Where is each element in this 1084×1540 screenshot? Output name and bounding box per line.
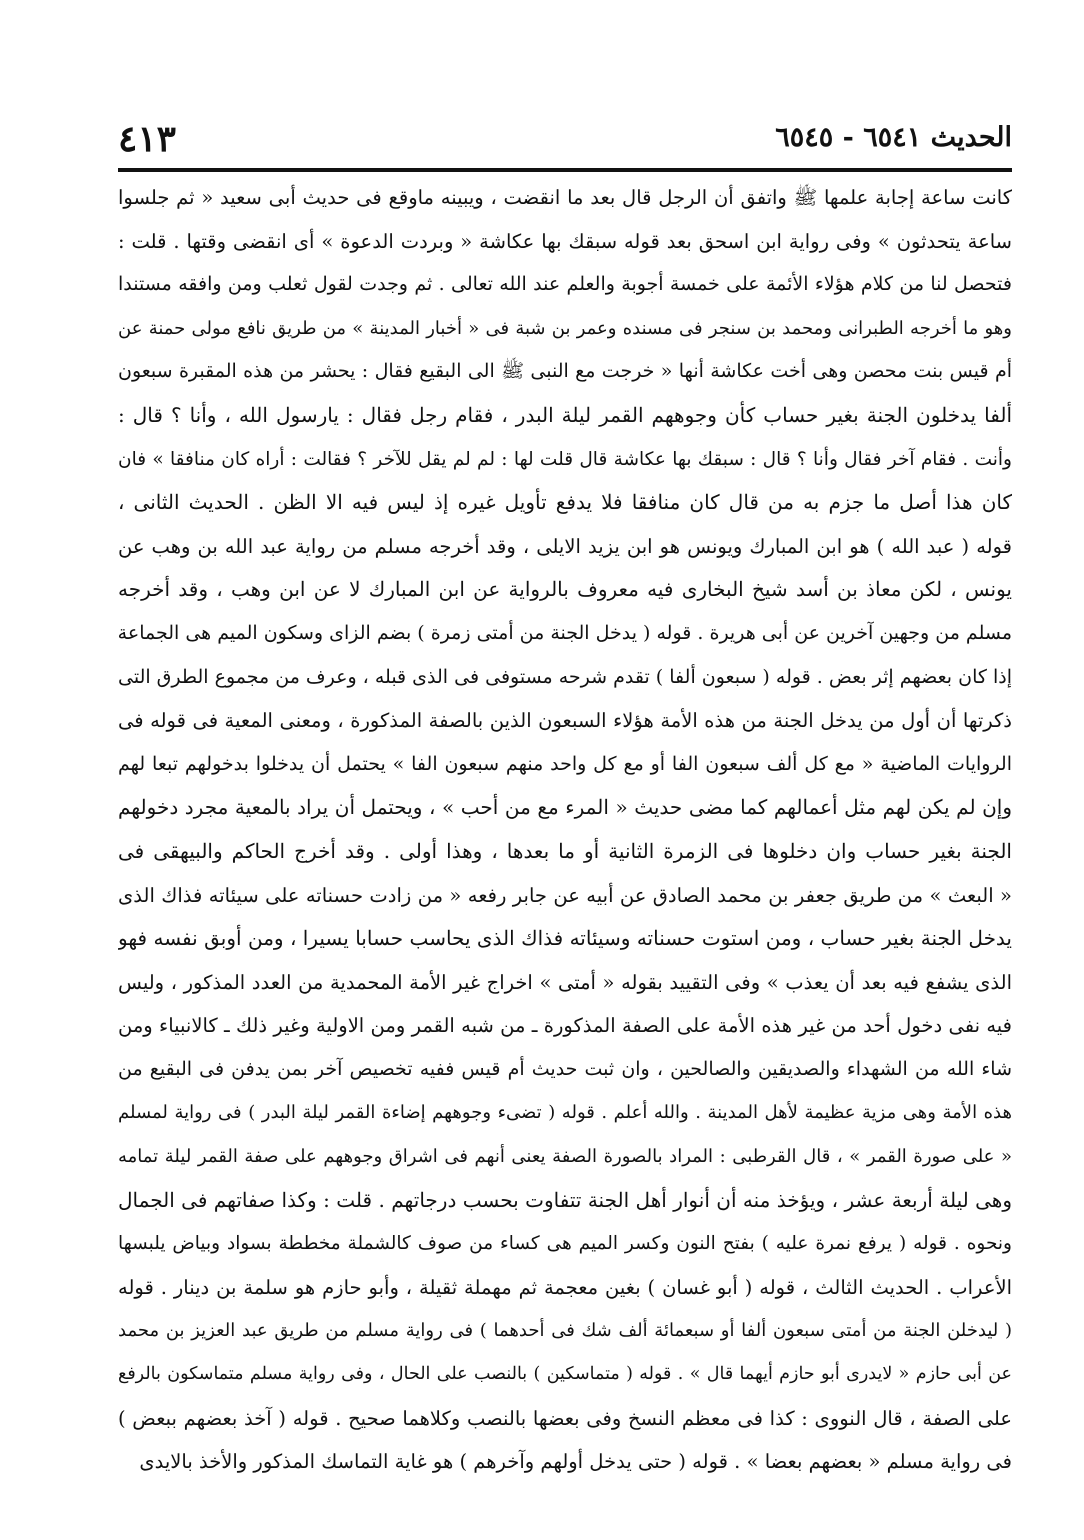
body-text bbox=[118, 176, 1012, 1484]
text-line: ساعة يتحدثون » وفى رواية ابن اسحق بعد قوله سبقك بها عكاشة « وبردت الدعوة » أى انقضى وقتها . قلت : bbox=[118, 229, 1012, 253]
text-line: وهى ليلة أربعة عشر ، ويؤخذ منه أن أنوار أهل الجنة تتفاوت بحسب درجاتهم . قلت : وكذا صفاتهم فى الجمال bbox=[118, 1187, 1012, 1212]
page-header bbox=[118, 118, 1012, 168]
text-line: « على صورة القمر » ، قال القرطبى : المراد بالصورة الصفة يعنى أنهم فى اشراق وجوههم على صفة القمر ليلة تمامه bbox=[118, 1146, 1012, 1168]
text-line: الروايات الماضية « مع كل ألف سبعون الفا أو مع كل واحد منهم سبعون الفا » يحتمل أن يدخلوا بدخولهم تبعا لهم bbox=[118, 752, 1012, 775]
text-line: مسلم من وجهين آخرين عن أبى هريرة . قوله ( يدخل الجنة من أمتى زمرة ) بضم الزاى وسكون الميم هى الجماعة bbox=[118, 621, 1012, 644]
text-line: وأنت . فقام آخر فقال وأنا ؟ قال : سبقك بها عكاشة قال قلت لها : لم لم يقل للآخر ؟ فقالت : أراه كان منافقا » فان bbox=[118, 448, 1012, 470]
text-line: ألفا يدخلون الجنة بغير حساب كأن وجوههم القمر ليلة البدر ، فقام رجل فقال : يارسول الله ، وأنا ؟ قال : bbox=[118, 402, 1012, 427]
running-title: الحديث ٦٥٤١ - ٦٥٤٥ bbox=[775, 122, 1012, 153]
text-line: فيه نفى دخول أحد من غير هذه الأمة على الصفة المذكورة ـ من شبه القمر ومن الاولية وغير ذلك ـ كالانبياء ومن bbox=[118, 1014, 1012, 1038]
text-line: عن أبى حازم « لايدرى أبو حازم أيهما قال » . قوله ( متماسكين ) بالنصب على الحال ، وفى رواية مسلم متماسكون بالرفع bbox=[118, 1364, 1012, 1385]
text-line: يدخل الجنة بغير حساب ، ومن استوت حسناته وسيئاته فذاك الذى يحاسب حسابا يسيرا ، ومن أوبق نفسه فهو bbox=[118, 926, 1012, 951]
text-line: أم قيس بنت محصن وهى أخت عكاشة أنها « خرجت مع النبى ﷺ الى البقيع فقال : يحشر من هذه المقبرة سبعون bbox=[118, 360, 1012, 383]
text-line: « البعث » من طريق جعفر بن محمد الصادق عن أبيه عن جابر رفعه « من زادت حسناته على سيئاته فذاك الذى bbox=[118, 883, 1012, 907]
text-line: يونس ، لكن معاذ بن أسد شيخ البخارى فيه معروف بالرواية عن ابن المبارك لا عن ابن وهب ، وقد أخرجه bbox=[118, 577, 1012, 602]
text-line: شاء الله من الشهداء والصديقين والصالحين ، وان ثبت حديث أم قيس ففيه تخصيص آخر بمن يدفن فى البقيع من bbox=[118, 1057, 1012, 1080]
text-line: ونحوه . قوله ( يرفع نمرة عليه ) بفتح النون وكسر الميم هى كساء من صوف كالشملة مخططة بسواد وبياض يلبسها bbox=[118, 1233, 1012, 1255]
text-line: الجنة بغير حساب وان دخلوها فى الزمرة الثانية أو ما بعدها ، وهذا أولى . وقد أخرج الحاكم والبيهقى فى bbox=[118, 838, 1012, 863]
text-line: قوله ( عبد الله ) هو ابن المبارك ويونس هو ابن يزيد الايلى ، وقد أخرجه مسلم من رواية عبد الله بن وهب عن bbox=[118, 534, 1012, 558]
text-line: على الصفة ، قال النووى : كذا فى معظم النسخ وفى بعضها بالنصب وكلاهما صحيح . قوله ( آخذ بعضهم ببعض ) bbox=[118, 1406, 1012, 1430]
text-line: فتحصل لنا من كلام هؤلاء الأئمة على خمسة أجوبة والعلم عند الله تعالى . ثم وجدت لقول ثعلب ومن وافقه مستندا bbox=[118, 273, 1012, 296]
text-line: كان هذا أصل ما جزم به من قال كان منافقا فلا يدفع تأويل غيره إذ ليس فيه الا الظن . الحديث الثانى ، bbox=[118, 490, 1012, 515]
text-line: وإن لم يكن لهم مثل أعمالهم كما مضى حديث « المرء مع من أحب » ، ويحتمل أن يراد بالمعية مجرد دخولهم bbox=[118, 795, 1012, 820]
text-line: فى رواية مسلم « بعضهم بعضا » . قوله ( حتى يدخل أولهم وآخرهم ) هو غاية التماسك المذكور والأخذ بالايدى bbox=[139, 1450, 1012, 1474]
text-line: ذكرتها أن أول من يدخل الجنة من هذه الأمة هؤلاء السبعون الذين بالصفة المذكورة ، ومعنى المعية فى قوله فى bbox=[118, 709, 1012, 733]
text-line: إذا كان بعضهم إثر بعض . قوله ( سبعون ألفا ) تقدم شرحه مستوفى فى الذى قبله ، وعرف من مجموع الطرق التى bbox=[118, 665, 1012, 688]
text-line: الذى يشفع فيه بعد أن يعذب » وفى التقييد بقوله « أمتى » اخراج غير الأمة المحمدية من العدد المذكور ، وليس bbox=[118, 970, 1012, 994]
page-number: ٤١٣ bbox=[118, 118, 177, 160]
text-line: هذه الأمة وهى مزية عظيمة لأهل المدينة . والله أعلم . قوله ( تضىء وجوههم إضاءة القمر ليلة البدر ) فى رواية لمسلم bbox=[118, 1102, 1012, 1124]
text-line: وهو ما أخرجه الطبرانى ومحمد بن سنجر فى مسنده وعمر بن شبة فى « أخبار المدينة » من طريق نافع مولى حمنة عن bbox=[118, 317, 1012, 339]
text-line: ( ليدخلن الجنة من أمتى سبعون ألفا أو سبعمائة ألف شك فى أحدهما ) فى رواية مسلم من طريق عبد العزيز بن محمد bbox=[118, 1320, 1012, 1342]
text-line: كانت ساعة إجابة علمها ﷺ واتفق أن الرجل قال بعد ما انقضت ، ويبينه ماوقع فى حديث أبى سعيد « ثم جلسوا bbox=[118, 186, 1012, 209]
text-line: الأعراب . الحديث الثالث ، قوله ( أبو غسان ) بغين معجمة ثم مهملة ثقيلة ، وأبو حازم هو سلمة بن دينار . قوله bbox=[118, 1275, 1012, 1299]
header-rule bbox=[118, 168, 1012, 172]
